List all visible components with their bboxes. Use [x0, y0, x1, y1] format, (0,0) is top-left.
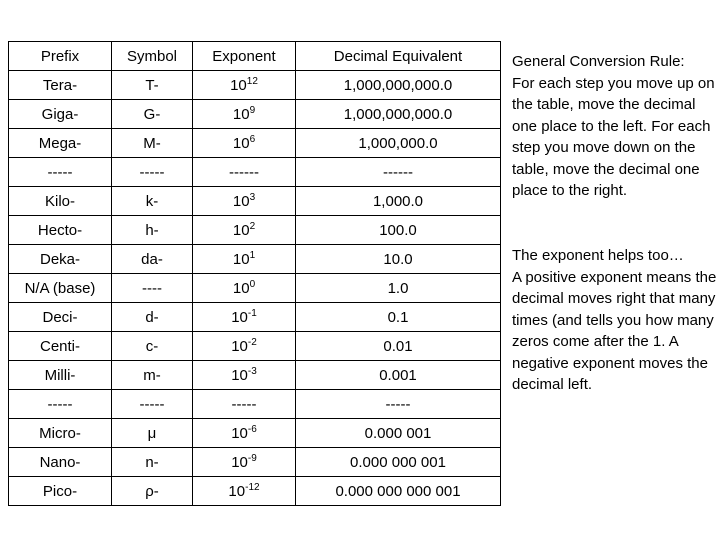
table-row	[9, 390, 501, 419]
exponent-base: 10	[231, 366, 248, 384]
table-row	[9, 477, 501, 506]
cell-symbol: ρ-	[112, 477, 193, 506]
table-row	[9, 303, 501, 332]
cell-exponent	[193, 216, 296, 245]
cell-exponent	[193, 477, 296, 506]
exponent-power: -3	[247, 365, 257, 377]
cell-decimal-equivalent: 0.01	[296, 332, 501, 361]
cell-decimal-equivalent: 0.000 000 000 001	[296, 477, 501, 506]
cell-symbol: da-	[112, 245, 193, 274]
exponent-power: 6	[249, 133, 256, 145]
cell-exponent	[193, 187, 296, 216]
cell-symbol: -----	[112, 158, 193, 187]
metric-prefix-table	[8, 41, 501, 506]
cell-exponent	[193, 245, 296, 274]
cell-decimal-equivalent: -----	[296, 390, 501, 419]
exponent-power: 9	[249, 104, 256, 116]
header-decimal-equivalent: Decimal Equivalent	[296, 42, 501, 71]
exponent-power: 12	[246, 75, 258, 87]
conversion-rule-note	[512, 51, 718, 202]
table-row	[9, 100, 501, 129]
cell-symbol: M-	[112, 129, 193, 158]
cell-exponent	[193, 274, 296, 303]
exponent-help-text: The exponent helps too… A positive exponent means the decimal moves right that many times (and tells you how many zeros come after the 1. A negative exponent moves the decimal left.	[512, 247, 717, 393]
cell-prefix: Giga-	[9, 100, 112, 129]
cell-decimal-equivalent: 1,000.0	[296, 187, 501, 216]
cell-prefix: -----	[9, 390, 112, 419]
cell-symbol: h-	[112, 216, 193, 245]
exponent-power: 0	[249, 278, 256, 290]
cell-prefix: Tera-	[9, 71, 112, 100]
cell-symbol: G-	[112, 100, 193, 129]
table-row	[9, 361, 501, 390]
cell-prefix: Milli-	[9, 361, 112, 390]
conversion-rule-text: General Conversion Rule: For each step you move up on the table, move the decimal one place to the left. For each step you move down on the table, move the decimal one place to the right.	[512, 53, 715, 199]
cell-decimal-equivalent: 0.1	[296, 303, 501, 332]
table-row	[9, 187, 501, 216]
cell-decimal-equivalent: 100.0	[296, 216, 501, 245]
cell-prefix: Hecto-	[9, 216, 112, 245]
cell-decimal-equivalent: ------	[296, 158, 501, 187]
cell-symbol: c-	[112, 332, 193, 361]
table-row	[9, 332, 501, 361]
cell-symbol: d-	[112, 303, 193, 332]
cell-prefix: Nano-	[9, 448, 112, 477]
exponent-base: 10	[232, 221, 250, 239]
exponent-power: -12	[245, 481, 260, 493]
cell-exponent	[193, 361, 296, 390]
exponent-base: 10	[232, 250, 250, 268]
exponent-power: -6	[247, 423, 257, 435]
cell-exponent	[193, 158, 296, 187]
table-row	[9, 448, 501, 477]
cell-symbol: n-	[112, 448, 193, 477]
cell-decimal-equivalent: 1.0	[296, 274, 501, 303]
exponent-power: 1	[249, 249, 256, 261]
exponent-power: -2	[247, 336, 257, 348]
cell-prefix: Kilo-	[9, 187, 112, 216]
cell-prefix: N/A (base)	[9, 274, 112, 303]
cell-decimal-equivalent: 1,000,000,000.0	[296, 71, 501, 100]
cell-decimal-equivalent: 10.0	[296, 245, 501, 274]
table-row	[9, 71, 501, 100]
cell-prefix: Deka-	[9, 245, 112, 274]
cell-decimal-equivalent: 0.000 000 001	[296, 448, 501, 477]
exponent-base: 10	[232, 134, 250, 152]
cell-symbol: k-	[112, 187, 193, 216]
exponent-help-note	[512, 245, 718, 396]
exponent-base: -----	[231, 395, 257, 413]
cell-prefix: -----	[9, 158, 112, 187]
cell-exponent	[193, 332, 296, 361]
exponent-base: 10	[232, 105, 250, 123]
cell-symbol: m-	[112, 361, 193, 390]
table-row	[9, 419, 501, 448]
table-row	[9, 216, 501, 245]
exponent-base: ------	[229, 163, 259, 181]
header-exponent: Exponent	[193, 42, 296, 71]
exponent-base: 10	[230, 76, 247, 94]
exponent-power: -1	[247, 307, 257, 319]
table-row	[9, 158, 501, 187]
table-header-row	[9, 42, 501, 71]
cell-symbol: -----	[112, 390, 193, 419]
table-body	[9, 71, 501, 506]
cell-decimal-equivalent: 1,000,000,000.0	[296, 100, 501, 129]
cell-exponent	[193, 71, 296, 100]
cell-symbol: ----	[112, 274, 193, 303]
exponent-base: 10	[232, 279, 250, 297]
header-prefix: Prefix	[9, 42, 112, 71]
cell-prefix: Centi-	[9, 332, 112, 361]
exponent-base: 10	[231, 337, 248, 355]
cell-prefix: Pico-	[9, 477, 112, 506]
cell-decimal-equivalent: 0.000 001	[296, 419, 501, 448]
cell-exponent	[193, 390, 296, 419]
cell-prefix: Micro-	[9, 419, 112, 448]
table-row	[9, 245, 501, 274]
cell-symbol: T-	[112, 71, 193, 100]
cell-prefix: Mega-	[9, 129, 112, 158]
table-row	[9, 274, 501, 303]
cell-exponent	[193, 419, 296, 448]
table-row	[9, 129, 501, 158]
cell-exponent	[193, 100, 296, 129]
cell-symbol: μ	[112, 419, 193, 448]
exponent-base: 10	[231, 308, 248, 326]
exponent-base: 10	[232, 192, 250, 210]
cell-decimal-equivalent: 0.001	[296, 361, 501, 390]
exponent-base: 10	[231, 453, 248, 471]
cell-exponent	[193, 303, 296, 332]
cell-decimal-equivalent: 1,000,000.0	[296, 129, 501, 158]
exponent-power: 3	[249, 191, 256, 203]
cell-exponent	[193, 129, 296, 158]
cell-prefix: Deci-	[9, 303, 112, 332]
exponent-base: 10	[231, 424, 248, 442]
exponent-power: -9	[247, 452, 257, 464]
exponent-power: 2	[249, 220, 256, 232]
cell-exponent	[193, 448, 296, 477]
header-symbol: Symbol	[112, 42, 193, 71]
exponent-base: 10	[228, 482, 246, 500]
